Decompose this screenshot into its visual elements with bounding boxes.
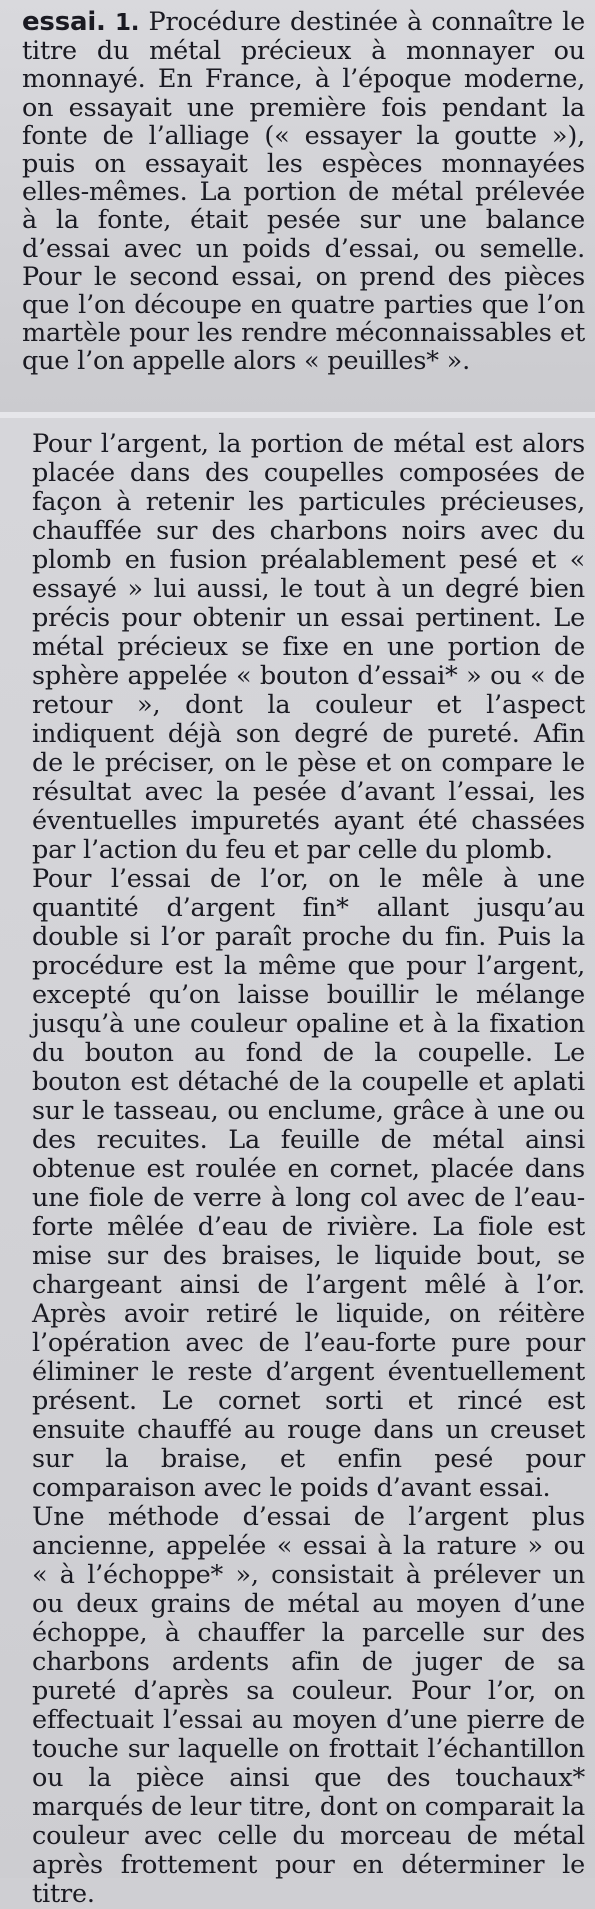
entry-header-panel <box>0 0 595 412</box>
sense-number: 1. <box>114 10 140 36</box>
headword: essai. <box>22 7 106 37</box>
body-paragraph-gold: Pour l’essai de l’or, on le mêle à une quantité d’argent fin* allant jusqu’au double si l’or paraît proche du fin. Puis la procédure est la même que pour l’argent, excepté qu’on laisse bouillir le mélange jusqu’à une couleur opaline et à la fixation du bouton au fond de la coupelle. Le bouton est détaché de la coupelle et aplati sur le tasseau, ou enclume, grâce à une ou des recuites. La feuille de métal ainsi obtenue est roulée en cornet, placée dans une fiole de verre à long col avec de l’eau-forte mêlée d’eau de rivière. La fiole est mise sur des braises, le liquide bout, se chargeant ainsi de l’argent mêlé à l’or. Après avoir retiré le liquide, on réitère l’opération avec de l’eau-forte pure pour éliminer le reste d’argent éventuellement présent. Le cornet sorti et rincé est ensuite chauffé au rouge dans un creuset sur la braise, et enfin pesé pour comparaison avec le poids d’avant essai. <box>32 864 585 1503</box>
entry-intro-paragraph <box>22 8 585 376</box>
body-paragraph-old-method: Une méthode d’essai de l’argent plus ancienne, appelée « essai à la rature » ou « à l’échoppe* », consistait à prélever un ou deux grains de métal au moyen d’une échoppe, à chauffer la parcelle sur des charbons ardents afin de juger de sa pureté d’après sa couleur. Pour l’or, on effectuait l’essai au moyen d’une pierre de touche sur laquelle on frottait l’échantillon ou la pièce ainsi que des touchaux* marqués de leur titre, dont on comparait la couleur avec celle du morceau de métal après frottement pour en déterminer le titre. <box>32 1502 585 1909</box>
entry-intro-text: Procédure destinée à connaître le titre du métal précieux à monnayer ou monnayé. En France, à l’époque moderne, on essayait une première fois pendant la fonte de l’alliage (« essayer la goutte »), puis on essayait les espèces monnayées elles-mêmes. La portion de métal prélevée à la fonte, était pesée sur une balance d’essai avec un poids d’essai, ou semelle. Pour le second essai, on prend des pièces que l’on découpe en quatre parties que l’on martèle pour les rendre méconnaissables et que l’on appelle alors « peuilles* ». <box>22 7 586 377</box>
entry-body-panel <box>0 418 595 1909</box>
body-paragraph-silver: Pour l’argent, la portion de métal est alors placée dans des coupelles composées de façon à retenir les particules précieuses, chauffée sur des charbons noirs avec du plomb en fusion préalablement pesé et « essayé » lui aussi, le tout à un degré bien précis pour obtenir un essai pertinent. Le métal précieux se fixe en une portion de sphère appelée « bouton d’essai* » ou « de retour », dont la couleur et l’aspect indiquent déjà son degré de pureté. Afin de le préciser, on le pèse et on compare le résultat avec la pesée d’avant l’essai, les éventuelles impuretés ayant été chassées par l’action du feu et par celle du plomb. <box>32 429 585 865</box>
